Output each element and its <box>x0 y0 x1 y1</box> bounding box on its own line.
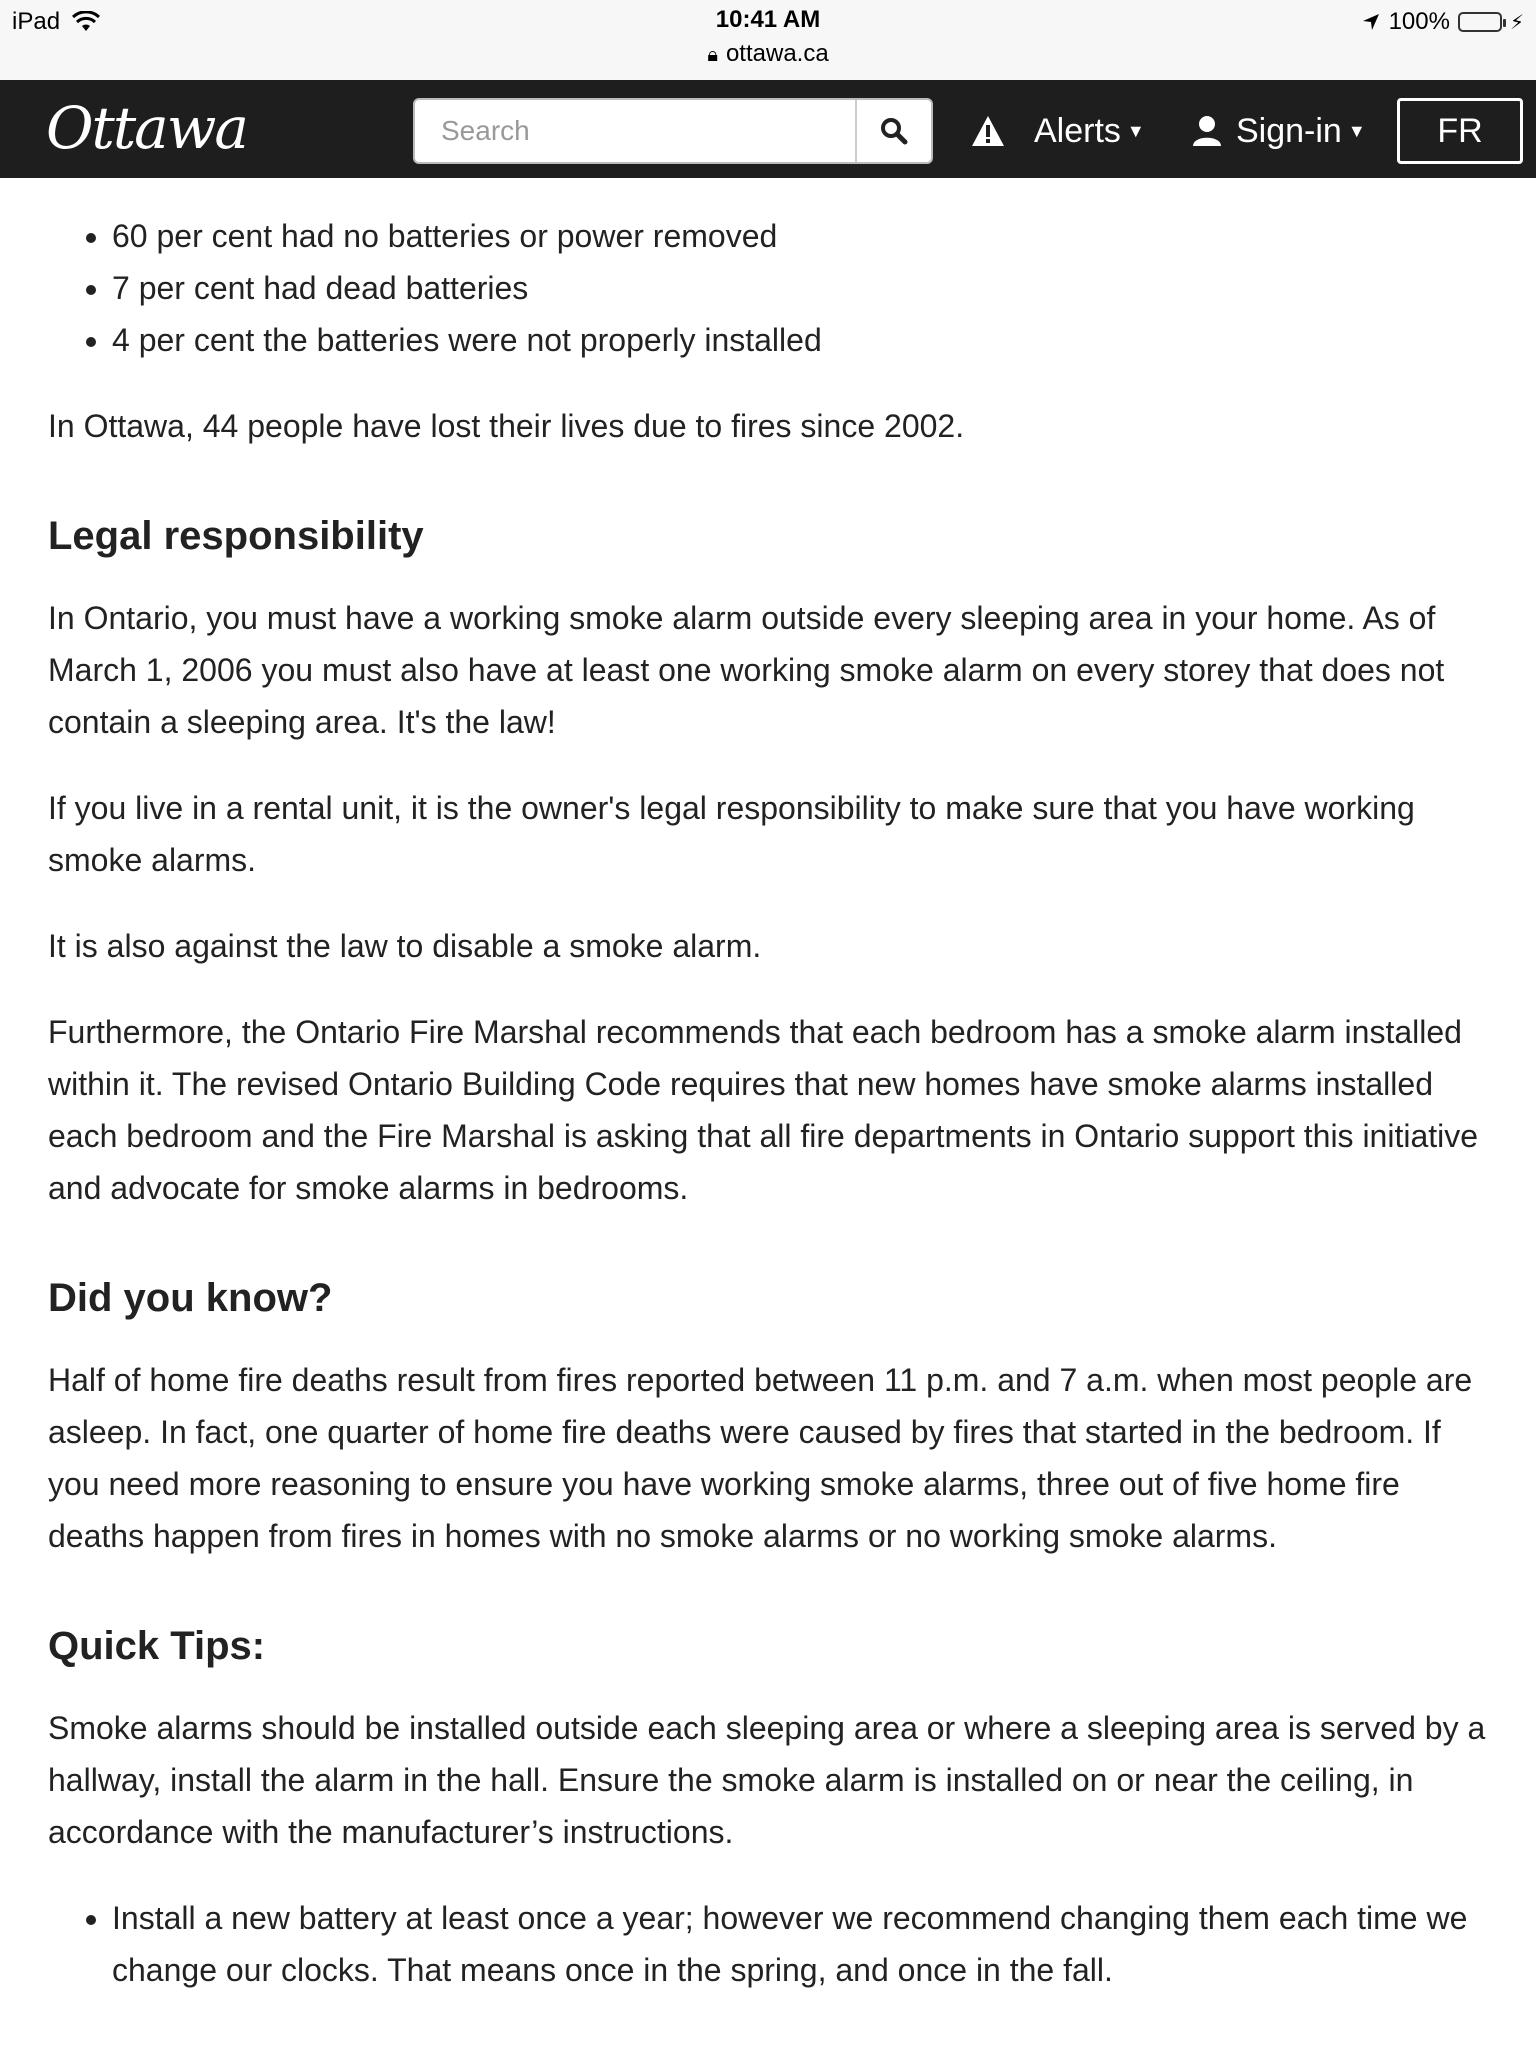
legal-paragraph: In Ontario, you must have a working smoke alarm outside every sleeping area in your home. As of March 1, 2006 you must also have at least one working smoke alarm on every storey that does not contain a sleeping area. It's the law! <box>48 600 1445 740</box>
search-input[interactable] <box>415 100 855 162</box>
chevron-down-icon: ▼ <box>1347 120 1366 141</box>
chevron-down-icon: ▼ <box>1126 120 1145 141</box>
quick-tips-heading: Quick Tips: <box>48 1624 266 1668</box>
search-box <box>413 98 933 164</box>
french-language-button[interactable]: FR <box>1397 98 1523 164</box>
list-item: • 4 per cent the batteries were not properly installed <box>112 314 1488 366</box>
statistics-list <box>48 210 1488 366</box>
lock-icon: 🔒︎ <box>707 44 718 66</box>
signin-menu[interactable] <box>1192 98 1366 164</box>
legal-paragraph: It is also against the law to disable a smoke alarm. <box>48 928 762 964</box>
battery-percent: 100% <box>1388 8 1450 35</box>
legal-paragraph: Furthermore, the Ontario Fire Marshal recommends that each bedroom has a smoke alarm installed within it. The revised Ontario Building Code requires that new homes have smoke alarms installed each bedroom and the Fire Marshal is asking that all fire departments in Ontario support this initiative and advocate for smoke alarms in bedrooms. <box>48 1014 1479 1206</box>
search-icon <box>879 116 909 146</box>
list-item: • 60 per cent had no batteries or power removed <box>112 210 1488 262</box>
list-item: • Install a new battery at least once a year; however we recommend changing them each time we change our clocks. That means once in the spring, and once in the fall. <box>112 1892 1488 1996</box>
warning-icon <box>970 114 1006 148</box>
location-arrow-icon <box>1361 12 1381 32</box>
ottawa-fatalities-paragraph: In Ottawa, 44 people have lost their lives due to fires since 2002. <box>48 408 965 444</box>
url-text: ottawa.ca <box>725 40 829 67</box>
quick-tips-paragraph: Smoke alarms should be installed outside each sleeping area or where a sleeping area is served by a hallway, install the alarm in the hall. Ensure the smoke alarm is installed on or near the ceiling, in accordance with the manufacturer’s instructions. <box>48 1710 1486 1850</box>
site-header <box>0 80 1536 178</box>
search-button[interactable] <box>855 100 931 162</box>
alerts-menu[interactable] <box>970 98 1145 164</box>
status-bar <box>0 0 1536 80</box>
status-right <box>1361 8 1524 36</box>
device-name: iPad <box>12 8 61 35</box>
tips-list <box>48 1892 1488 1996</box>
address-bar[interactable] <box>0 40 1536 68</box>
main-content <box>48 210 1488 1996</box>
ottawa-logo[interactable]: Ottawa <box>46 94 247 162</box>
did-you-know-heading: Did you know? <box>48 1276 333 1320</box>
did-you-know-paragraph: Half of home fire deaths result from fires reported between 11 p.m. and 7 a.m. when most people are asleep. In fact, one quarter of home fire deaths were caused by fires that started in the bedroom. If you need more reasoning to ensure you have working smoke alarms, three out of five home fire deaths happen from fires in homes with no smoke alarms or no working smoke alarms. <box>48 1362 1473 1554</box>
legal-responsibility-heading: Legal responsibility <box>48 514 424 558</box>
legal-paragraph: If you live in a rental unit, it is the owner's legal responsibility to make sure that you have working smoke alarms. <box>48 790 1415 878</box>
alerts-label: Alerts <box>1034 111 1121 150</box>
charging-bolt-icon: ⚡︎ <box>1509 11 1524 34</box>
user-icon <box>1192 115 1222 147</box>
signin-label: Sign-in <box>1236 111 1342 150</box>
battery-icon <box>1458 12 1502 32</box>
list-item: • 7 per cent had dead batteries <box>112 262 1488 314</box>
status-time: 10:41 AM <box>715 6 821 33</box>
